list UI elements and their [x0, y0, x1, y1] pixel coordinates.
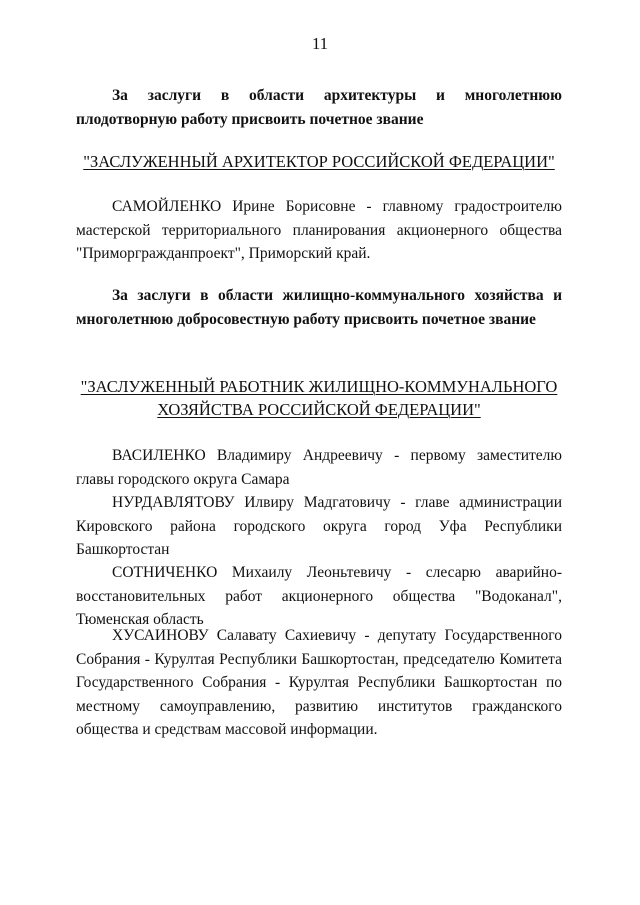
award-intro-architecture: За заслуги в области архитектуры и многолетнюю плодотворную работу присвоить почетное звание [76, 87, 562, 128]
recipient-surname: САМОЙЛЕНКО [112, 198, 222, 215]
recipient-surname: ХУСАИНОВУ [112, 627, 209, 644]
recipient-details: Илвиру Мадгатовичу - главе администрации Кировского района городского округа город Уфа Республики Башкортостан [76, 494, 562, 558]
award-intro-housing: За заслуги в области жилищно-коммунального хозяйства и многолетнюю добросовестную работу присвоить почетное звание [76, 287, 562, 328]
award-title-housing-line1: "ЗАСЛУЖЕННЫЙ РАБОТНИК ЖИЛИЩНО-КОММУНАЛЬНОГО [80, 377, 558, 396]
award-entry [76, 491, 562, 562]
recipient-details: Михаилу Леоньтевичу - слесарю аварийно-восстановительных работ акционерного общества "Водоканал", Тюменская область [76, 564, 562, 628]
award-entry [76, 561, 562, 632]
recipient-surname: СОТНИЧЕНКО [112, 564, 218, 581]
recipient-details: Владимиру Андреевичу - первому заместителю главы городского округа Самара [76, 447, 562, 488]
award-title-architect: "ЗАСЛУЖЕННЫЙ АРХИТЕКТОР РОССИЙСКОЙ ФЕДЕРАЦИИ" [83, 152, 555, 171]
page-number: 11 [311, 34, 329, 53]
award-entry [76, 195, 562, 266]
award-entry [76, 444, 562, 491]
award-entry [76, 624, 562, 742]
recipient-surname: НУРДАВЛЯТОВУ [112, 494, 235, 511]
recipient-details: Ирине Борисовне - главному градостроителю мастерской территориального планирования акционерного общества "Приморгражданпроект", Приморский край. [76, 198, 562, 262]
recipient-details: Салавату Сахиевичу - депутату Государственного Собрания - Курултая Республики Башкортостан, председателю Комитета Государственного Собрания - Курултая Республики Башкортостан по местному самоуправлению, развитию институтов гражданского общества и средствам массовой информации. [76, 627, 562, 738]
award-title-housing-line2: ХОЗЯЙСТВА РОССИЙСКОЙ ФЕДЕРАЦИИ" [157, 400, 481, 419]
recipient-surname: ВАСИЛЕНКО [112, 447, 206, 464]
